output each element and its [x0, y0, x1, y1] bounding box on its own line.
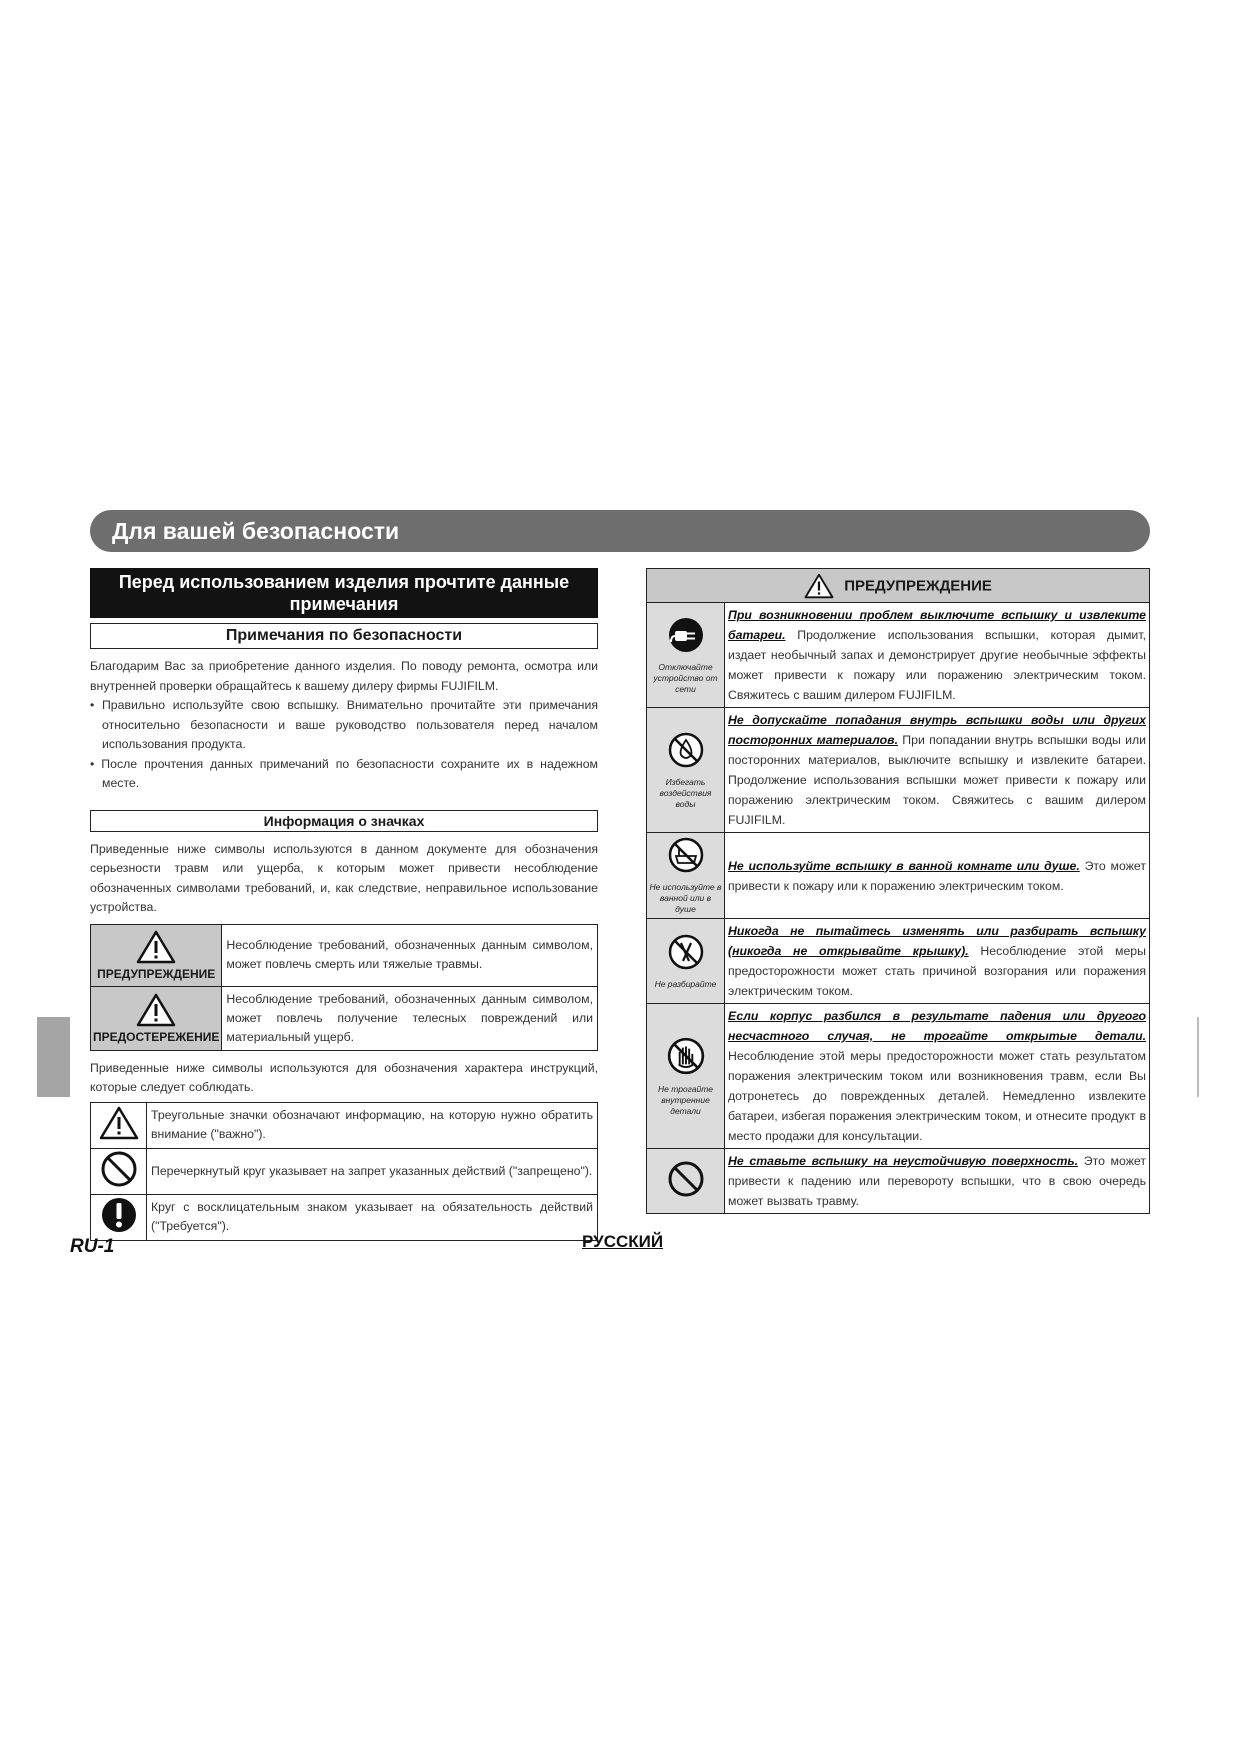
level-label: ПРЕДОСТЕРЕЖЕНИЕ	[93, 1029, 220, 1044]
warning-heading: Не используйте вспышку в ванной комнате или душе.	[728, 858, 1080, 873]
warning-heading: Если корпус разбился в результате падения или другого несчастного случая, не трогайте открытые детали.	[728, 1009, 1146, 1043]
warning-heading: При возникновении проблем выключите вспышку и извлеките батареи.	[728, 608, 1146, 642]
severity-row-caution	[91, 986, 598, 1050]
prohibited-circle-icon	[100, 1150, 138, 1188]
no-water-icon	[667, 731, 705, 769]
warning-heading: Никогда не пытайтесь изменять или разбирать вспышку (никогда не открывайте крышку).	[728, 924, 1146, 958]
warning-table	[646, 568, 1150, 1214]
warning-triangle-icon	[136, 993, 176, 1027]
symbol-text: Круг с восклицательным знаком указывает на обязательность действий ("Требуется").	[147, 1194, 598, 1240]
language-label: РУССКИЙ	[582, 1232, 664, 1251]
warning-heading: Не ставьте вспышку на неустойчивую поверхность.	[728, 1154, 1079, 1168]
symbol-text: Треугольные значки обозначают информацию, на которую нужно обратить внимание ("важно").	[147, 1102, 598, 1148]
right-column	[646, 568, 1150, 1214]
prohibited-circle-icon	[667, 1160, 705, 1198]
side-thumb-tab	[37, 1017, 70, 1097]
side-edge-line	[1197, 1017, 1199, 1097]
unplug-icon	[667, 616, 705, 654]
warning-body: При попадании внутрь вспышки воды или посторонних материалов, выключите вспышку и извлеките батареи. Продолжение использования вспышки может привести к пожару или поражению электрическим током. Свяжитесь с вашим дилером FUJIFILM.	[728, 733, 1146, 827]
symbol-row	[91, 1194, 598, 1240]
level-text: Несоблюдение требований, обозначенных данным символом, может повлечь смерть или тяжелые травмы.	[222, 924, 598, 986]
warning-row-stability	[647, 1149, 1150, 1214]
symbol-row	[91, 1148, 598, 1194]
symbol-text: Перечеркнутый круг указывает на запрет указанных действий ("запрещено").	[147, 1148, 598, 1194]
page-code: RU-1	[70, 1236, 115, 1257]
symbols-table	[90, 1102, 598, 1241]
read-before-use-header: Перед использованием изделия прочтите данные примечания	[90, 568, 598, 618]
warning-row-water	[647, 708, 1150, 833]
icons-info-title: Информация о значках	[90, 810, 598, 832]
warning-table-header	[647, 569, 1150, 603]
level-text: Несоблюдение требований, обозначенных данным символом, может повлечь получение телесных повреждений или материальный ущерб.	[222, 986, 598, 1050]
symbols-intro-paragraph: Приведенные ниже символы используются для обозначения характера инструкций, которые следует соблюдать.	[90, 1060, 598, 1094]
bullet-item: • После прочтения данных примечаний по безопасности сохраните их в надежном месте.	[90, 756, 598, 790]
warning-triangle-icon	[99, 1106, 139, 1140]
safety-notes-title: Примечания по безопасности	[90, 623, 598, 649]
warning-body: Несоблюдение этой меры предосторожности может стать результатом поражения электрическим током или возникновения травм, если Вы дотронетесь до поврежденных деталей. Немедленно извлеките батареи, избегая поражения электрическим током, и отнесите продукт в место продажи для консультации.	[728, 1049, 1146, 1143]
warning-table-title: ПРЕДУПРЕЖДЕНИЕ	[844, 577, 992, 594]
no-bathroom-icon	[667, 836, 705, 874]
warning-row-unplug	[647, 603, 1150, 708]
left-column	[90, 568, 598, 1241]
no-touch-icon	[666, 1036, 706, 1076]
warning-row-disassemble	[647, 919, 1150, 1004]
warning-triangle-icon	[804, 573, 834, 599]
section-title: Для вашей безопасности	[90, 510, 1150, 552]
icon-caption: Не разбирайте	[654, 978, 717, 989]
intro-paragraph: Благодарим Вас за приобретение данного изделия. По поводу ремонта, осмотра или внутренней проверки обращайтесь к вашему дилеру фирмы FUJIFILM.	[90, 659, 598, 693]
icon-caption: Отключайте устройство от сети	[653, 661, 718, 694]
warning-heading: Не допускайте попадания внутрь вспышки воды или других посторонних материалов.	[728, 713, 1146, 747]
icon-caption: Избегать воздействия воды	[659, 776, 712, 809]
no-disassemble-icon	[667, 933, 705, 971]
warning-triangle-icon	[136, 930, 176, 964]
icons-intro-paragraph: Приведенные ниже символы используются в данном документе для обозначения серьезности травм или ущерба, к которым может привести несоблюдение обозначенных символами требований, и, как следствие, неправильное использование устройства.	[90, 841, 598, 914]
icon-caption: Не используйте в ванной или в душе	[649, 882, 722, 914]
warning-body: Это может привести к падению или перевороту вспышки, что в свою очередь может вызвать травму.	[728, 1154, 1146, 1208]
mandatory-exclamation-icon	[100, 1196, 138, 1234]
warning-body: Несоблюдение этой меры предосторожности может стать причиной возгорания или поражения электрическим током.	[728, 944, 1146, 998]
warning-body: Это может привести к пожару или к поражению электрическим током.	[728, 858, 1146, 893]
bullet-item: • Правильно используйте свою вспышку. Внимательно прочитайте эти примечания относительно безопасности и ваше руководство пользователя перед началом использования продукта.	[90, 698, 598, 751]
warning-row-touch	[647, 1004, 1150, 1149]
symbol-row	[91, 1102, 598, 1148]
severity-levels-table	[90, 924, 598, 1051]
severity-row-warning	[91, 924, 598, 986]
warning-body: Продолжение использования вспышки, которая дымит, издает необычный запах и демонстрирует другие необычные эффекты может привести к пожару или поражению электрическим током. Свяжитесь с вашим дилером FUJIFILM.	[728, 628, 1146, 702]
warning-row-bathroom	[647, 833, 1150, 919]
level-label: ПРЕДУПРЕЖДЕНИЕ	[97, 966, 216, 981]
icon-caption: Не трогайте внутренние детали	[657, 1083, 714, 1116]
